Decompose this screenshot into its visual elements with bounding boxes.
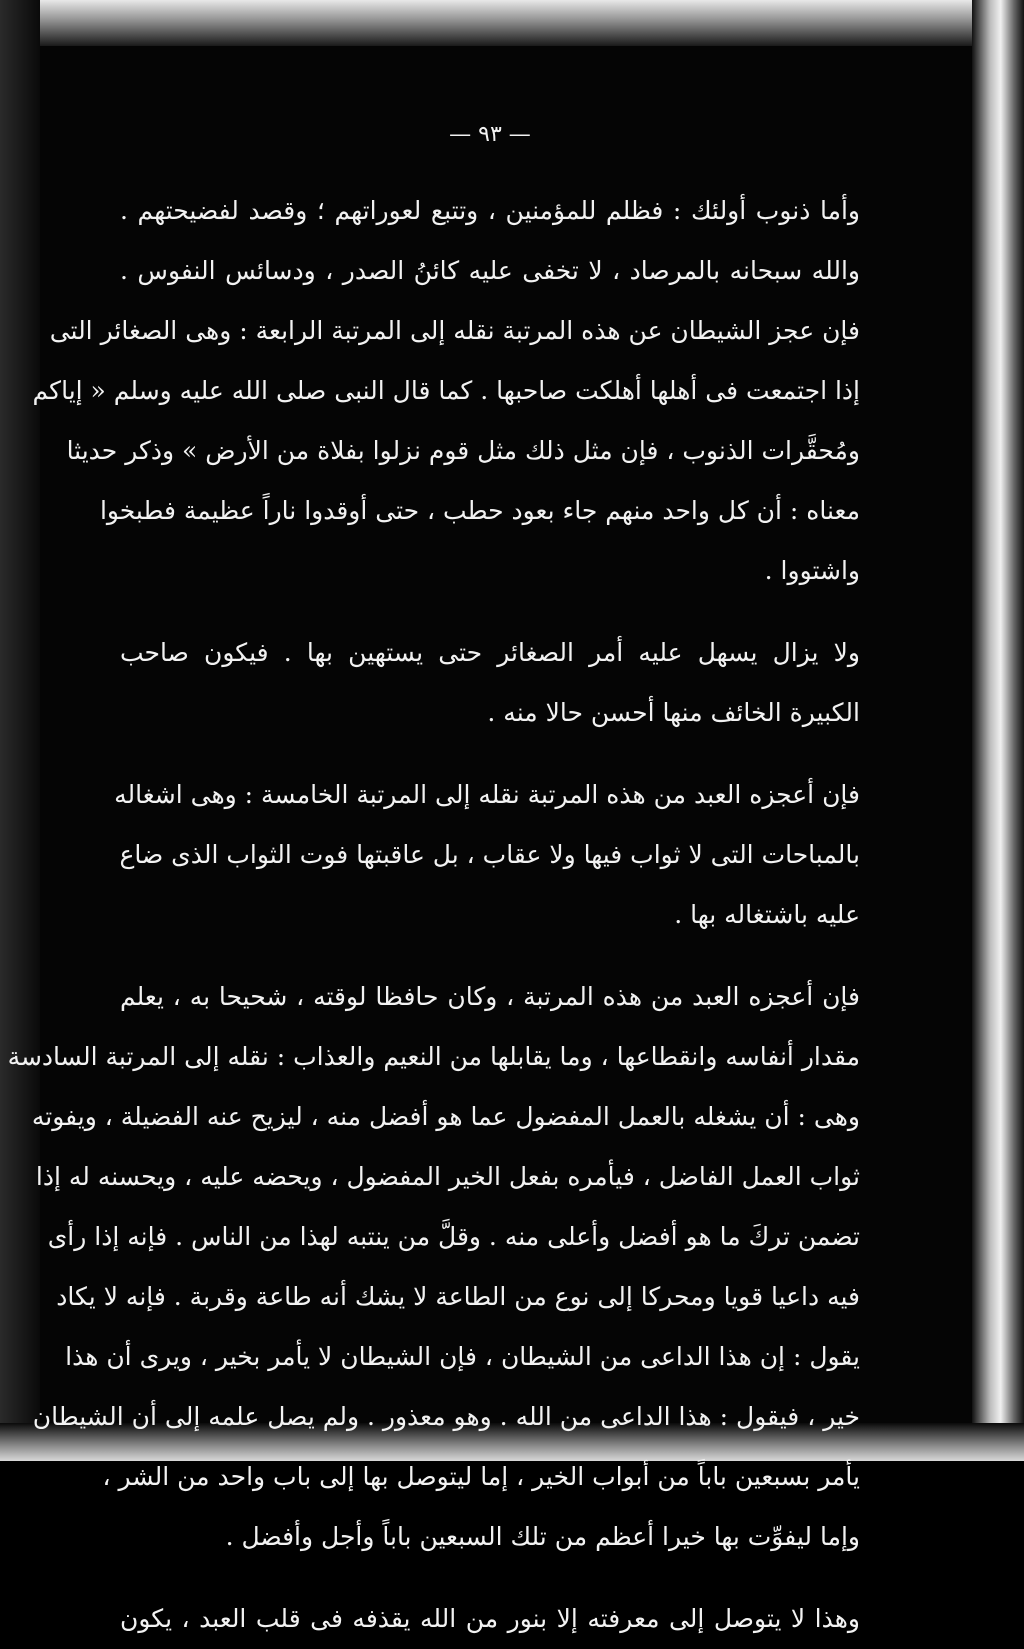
text-line: فيه داعيا قويا ومحركا إلى نوع من الطاعة لا يشك أنه طاعة وقربة . فإنه لا يكاد bbox=[56, 1282, 860, 1311]
text-line: مقدار أنفاسه وانقطاعها ، وما يقابلها من النعيم والعذاب : نقله إلى المرتبة السادسة bbox=[7, 1042, 860, 1071]
paragraph bbox=[120, 1589, 860, 1649]
paragraph bbox=[114, 765, 860, 945]
text-line: يقول : إن هذا الداعى من الشيطان ، فإن الشيطان لا يأمر بخير ، ويرى أن هذا bbox=[65, 1342, 860, 1371]
page-number: — ٩٣ — bbox=[449, 122, 531, 147]
text-line: ولا يزال يسهل عليه أمر الصغائر حتى يستهين بها . فيكون صاحب bbox=[120, 638, 860, 667]
scan-edge-right bbox=[972, 0, 1024, 1461]
book-page bbox=[7, 110, 860, 1633]
text-line: خير ، فيقول : هذا الداعى من الله . وهو معذور . ولم يصل علمه إلى أن الشيطان bbox=[32, 1402, 860, 1431]
text-line: فإن أعجزه العبد من هذه المرتبة ، وكان حافظا لوقته ، شحيحا به ، يعلم bbox=[120, 982, 860, 1011]
text-line: فإن عجز الشيطان عن هذه المرتبة نقله إلى المرتبة الرابعة : وهى الصغائر التى bbox=[49, 316, 860, 345]
scan-edge-left bbox=[0, 0, 40, 1461]
text-line: واشتووا . bbox=[764, 556, 860, 585]
text-line: تضمن تركَ ما هو أفضل وأعلى منه . وقلَّ من ينتبه لهذا من الناس . فإنه إذا رأى bbox=[47, 1222, 860, 1251]
text-line: ومُحقَّرات الذنوب ، فإن مثل ذلك مثل قوم نزلوا بفلاة من الأرض » وذكر حديثا bbox=[66, 436, 860, 465]
text-line: وهذا لا يتوصل إلى معرفته إلا بنور من الله يقذفه فى قلب العبد ، يكون bbox=[120, 1604, 860, 1633]
paragraph bbox=[7, 967, 860, 1567]
text-line: معناه : أن كل واحد منهم جاء بعود حطب ، حتى أوقدوا ناراً عظيمة فطبخوا bbox=[99, 496, 860, 525]
text-line: الكبيرة الخائف منها أحسن حالا منه . bbox=[487, 698, 860, 727]
text-line: وأما ذنوب أولئك : فظلم للمؤمنين ، وتتبع لعوراتهم ؛ وقصد لفضيحتهم . bbox=[120, 196, 860, 225]
paragraph bbox=[120, 623, 860, 743]
text-line: يأمر بسبعين باباً من أبواب الخير ، إما ليتوصل بها إلى باب واحد من الشر ، bbox=[102, 1462, 860, 1491]
text-line: بالمباحات التى لا ثواب فيها ولا عقاب ، بل عاقبتها فوت الثواب الذى ضاع bbox=[119, 840, 860, 869]
scan-edge-top bbox=[0, 0, 1024, 46]
paragraph bbox=[32, 181, 860, 601]
text-line: إذا اجتمعت فى أهلها أهلكت صاحبها . كما قال النبى صلى الله عليه وسلم « إياكم bbox=[32, 376, 860, 405]
text-line: وهى : أن يشغله بالعمل المفضول عما هو أفضل منه ، ليزيح عنه الفضيلة ، ويفوته bbox=[31, 1102, 860, 1131]
text-line: ثواب العمل الفاضل ، فيأمره بفعل الخير المفضول ، ويحضه عليه ، ويحسنه له إذا bbox=[35, 1162, 860, 1191]
text-line: وإما ليفوِّت بها خيرا أعظم من تلك السبعين باباً وأجل وأفضل . bbox=[225, 1522, 860, 1551]
text-line: والله سبحانه بالمرصاد ، لا تخفى عليه كائنُ الصدر ، ودسائس النفوس . bbox=[120, 256, 860, 285]
text-line: فإن أعجزه العبد من هذه المرتبة نقله إلى المرتبة الخامسة : وهى اشغاله bbox=[114, 780, 860, 809]
text-line: عليه باشتغاله بها . bbox=[674, 900, 860, 929]
